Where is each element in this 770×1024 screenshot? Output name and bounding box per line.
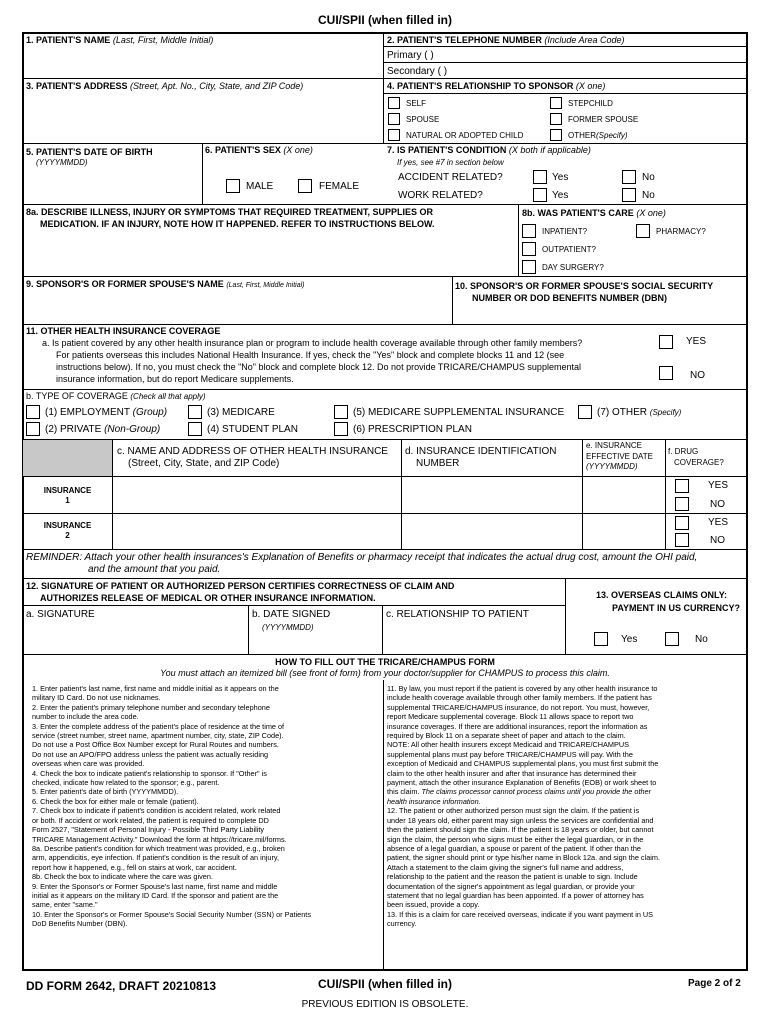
day-surgery-checkbox[interactable] — [522, 260, 536, 274]
insurance2-label: INSURANCE — [43, 521, 92, 530]
us-currency-yes-label: Yes — [621, 634, 638, 645]
day-surgery-label: DAY SURGERY? — [542, 263, 604, 272]
date-signed-hint: (YYYYMMDD) — [262, 623, 314, 632]
insurance1-number: 1 — [65, 496, 70, 505]
natural-child-label: NATURAL OR ADOPTED CHILD — [406, 131, 524, 140]
ins2-drug-no-label: NO — [710, 535, 725, 546]
ins1-drug-no-checkbox[interactable] — [675, 497, 689, 511]
accident-no-checkbox[interactable] — [622, 170, 636, 184]
block13-line2: PAYMENT IN US CURRENCY? — [612, 603, 741, 613]
spouse-label: SPOUSE — [406, 115, 440, 124]
other-coverage-label: (7) OTHER (Specify) — [597, 407, 682, 418]
table-header-shaded-cell — [23, 440, 112, 476]
date-signed-label: b. DATE SIGNED — [252, 609, 331, 620]
other-relationship-checkbox[interactable] — [550, 129, 562, 141]
obsolete-notice: PREVIOUS EDITION IS OBSOLETE. — [301, 999, 469, 1010]
former-spouse-checkbox[interactable] — [550, 113, 562, 125]
stepchild-label: STEPCHILD — [568, 99, 613, 108]
accident-yes-label: Yes — [552, 172, 569, 183]
reminder-line1: REMINDER: Attach your other health insurances's Explanation of Benefits or pharmacy receipt that indicates the actual drug cost, amount the OHI paid, — [26, 552, 698, 563]
ohi-name-header-line2: (Street, City, State, and ZIP Code) — [128, 458, 280, 469]
natural-child-checkbox[interactable] — [388, 129, 400, 141]
us-currency-no-checkbox[interactable] — [665, 632, 679, 646]
block2-label: 2. PATIENT'S TELEPHONE NUMBER (Include Area Code) — [387, 35, 625, 45]
other-relationship-label: OTHER(Specify) — [568, 131, 628, 140]
work-no-label: No — [642, 190, 655, 201]
self-checkbox[interactable] — [388, 97, 400, 109]
block8a-line1: 8a. DESCRIBE ILLNESS, INJURY OR SYMPTOMS THAT REQUIRED TREATMENT, SUPPLIES OR — [26, 207, 434, 217]
block8b-label: 8b. WAS PATIENT'S CARE (X one) — [522, 208, 666, 218]
ohi-date-header-line2: EFFECTIVE DATE — [586, 452, 653, 461]
drug-coverage-header-line2: COVERAGE? — [674, 458, 724, 467]
primary-phone-label: Primary ( ) — [387, 50, 434, 61]
employment-label: (1) EMPLOYMENT (Group) — [45, 407, 168, 418]
block3-label: 3. PATIENT'S ADDRESS (Street, Apt. No., City, State, and ZIP Code) — [26, 81, 304, 91]
accident-yes-checkbox[interactable] — [533, 170, 547, 184]
divider-v1 — [383, 32, 384, 143]
form-bottom-border — [22, 969, 748, 971]
instructions-subtitle: You must attach an itemized bill (see front of form) from your doctor/supplier for CHAMPUS to process this claim. — [160, 668, 610, 678]
ins1-drug-yes-checkbox[interactable] — [675, 479, 689, 493]
pharmacy-label: PHARMACY? — [656, 227, 706, 236]
ohi-id-header-line1: d. INSURANCE IDENTIFICATION — [405, 446, 557, 457]
ohi-date-header-line1: e. INSURANCE — [586, 441, 643, 450]
ohi-yes-label: YES — [686, 336, 707, 347]
ins2-drug-yes-checkbox[interactable] — [675, 516, 689, 530]
medicare-supplemental-label: (5) MEDICARE SUPPLEMENTAL INSURANCE — [353, 407, 565, 418]
reminder-line2: and the amount that you paid. — [88, 564, 221, 575]
prescription-plan-label: (6) PRESCRIPTION PLAN — [353, 424, 472, 435]
student-plan-label: (4) STUDENT PLAN — [207, 424, 298, 435]
drug-coverage-header-line1: f. DRUG — [668, 447, 699, 456]
outpatient-label: OUTPATIENT? — [542, 245, 596, 254]
block4-label: 4. PATIENT'S RELATIONSHIP TO SPONSOR (X one) — [387, 81, 606, 91]
accident-no-label: No — [642, 172, 655, 183]
ins1-drug-no-label: NO — [710, 499, 725, 510]
ohi-no-checkbox[interactable] — [659, 366, 673, 380]
ohi-name-header-line1: c. NAME AND ADDRESS OF OTHER HEALTH INSURANCE — [117, 446, 388, 457]
form-number: DD FORM 2642, DRAFT 20210813 — [26, 979, 217, 993]
instructions-right-column: 11. By law, you must report if the patient is covered by any other health insurance to include health coverage available through other family members. If the patient has supplemental TRICARE/CHAMPUS insurance, do not report. You must, however, report Medicare supplemental coverage. Block 11 allows space to report two insurance coverages. If there are additional insurances, report the information as required by Block 11 on a separate sheet of paper and attach to the claim. NOTE: All other health insurers except Medicaid and TRICARE/CHAMPUS supplemental plans must pay before TRICARE/CHAMPUS will pay. With the exception of Medicaid and CHAMPUS supplemental plans, you must first submit the claim to the other health insurer and after that insurance has determined their payment, attach the other insurance Explanation of Benefits (EOB) or work sheet to this claim. The claims processor cannot process claims until you provide the other health insurance information. 12. The patient or other authorized person must sign the claim. If the patient is under 18 years old, either parent may sign unless the services are confidential and then the patient should sign the claim. If the patient is 18 years or older, but cannot sign the claim, the person who signs must be either the legal guardian, or in the absence of a legal guardian, a spouse or parent of the patient. If other than the patient, the signer should print or type his/her name in Block 12a. and sign the claim. Attach a statement to the claim giving the signer's full name and address, relationship to the patient and the reason the patient is unable to sign. Include documentation of the signer's appointment as legal guardian, or provide your statement that no legal guardian has been appointed. If a power of attorney has been issued, provide a copy. 13. If this is a claim for care received overseas, indicate if you want payment in US currency. — [387, 684, 660, 929]
female-checkbox[interactable] — [298, 179, 312, 193]
ins1-drug-yes-label: YES — [708, 480, 729, 491]
other-coverage-checkbox[interactable] — [578, 405, 592, 419]
student-plan-checkbox[interactable] — [188, 422, 202, 436]
outpatient-checkbox[interactable] — [522, 242, 536, 256]
block9-label: 9. SPONSOR'S OR FORMER SPOUSE'S NAME (Last, First, Middle Initial) — [26, 279, 305, 289]
block1-label: 1. PATIENT'S NAME (Last, First, Middle Initial) — [26, 35, 214, 45]
coverage-type-label: b. TYPE OF COVERAGE (Check all that apply) — [26, 391, 206, 401]
us-currency-no-label: No — [695, 634, 708, 645]
former-spouse-label: FORMER SPOUSE — [568, 115, 639, 124]
private-label: (2) PRIVATE (Non-Group) — [45, 424, 161, 435]
self-label: SELF — [406, 99, 427, 108]
pharmacy-checkbox[interactable] — [636, 224, 650, 238]
male-label: MALE — [246, 181, 274, 192]
footer-cui: CUI/SPII (when filled in) — [317, 977, 452, 991]
block13-line1: 13. OVERSEAS CLAIMS ONLY: — [596, 590, 728, 600]
block6-label: 6. PATIENT'S SEX (X one) — [205, 145, 313, 155]
relationship-to-patient-label: c. RELATIONSHIP TO PATIENT — [386, 609, 529, 620]
insurance1-label: INSURANCE — [43, 486, 92, 495]
ohi-yes-checkbox[interactable] — [659, 335, 673, 349]
instructions-title: HOW TO FILL OUT THE TRICARE/CHAMPUS FORM — [275, 657, 495, 667]
block12-line1: 12. SIGNATURE OF PATIENT OR AUTHORIZED PERSON CERTIFIES CORRECTNESS OF CLAIM AND — [26, 581, 455, 591]
block11-label: 11. OTHER HEALTH INSURANCE COVERAGE — [26, 326, 221, 336]
female-label: FEMALE — [319, 181, 360, 192]
work-no-checkbox[interactable] — [622, 188, 636, 202]
ohi-date-header-line3: (YYYYMMDD) — [586, 462, 638, 471]
private-checkbox[interactable] — [26, 422, 40, 436]
block5-hint: (YYYYMMDD) — [36, 158, 88, 167]
medicare-label: (3) MEDICARE — [207, 407, 275, 418]
block11-a-line1: a. Is patient covered by any other health insurance plan or program to include health coverage available through other family members? — [42, 338, 583, 348]
block12-line2: AUTHORIZES RELEASE OF MEDICAL OR OTHER INSURANCE INFORMATION. — [40, 593, 376, 603]
work-yes-checkbox[interactable] — [533, 188, 547, 202]
us-currency-yes-checkbox[interactable] — [594, 632, 608, 646]
block11-a-line2: For patients overseas this includes National Health Insurance. If yes, check the "Yes" block and complete blocks 11 and 12 (see — [56, 350, 565, 360]
prescription-plan-checkbox[interactable] — [334, 422, 348, 436]
inpatient-label: INPATIENT? — [542, 227, 588, 236]
inpatient-checkbox[interactable] — [522, 224, 536, 238]
stepchild-checkbox[interactable] — [550, 97, 562, 109]
block10-line1: 10. SPONSOR'S OR FORMER SPOUSE'S SOCIAL SECURITY — [455, 281, 714, 291]
block11-a-line3: instructions below). If no, you must check the "No" block and complete block 12. Do not provide TRICARE/CHAMPUS supplemental — [56, 362, 581, 372]
instructions-left-column: 1. Enter patient's last name, first name and middle initial as it appears on the military ID Card. Do not use nicknames. 2. Enter the patient's primary telephone number and secondary telephone number to include the area code. 3. Enter the complete address of the patient's place of residence at the time of service (street number, street name, apartment number, city, state, ZIP Code). Do not use a Post Office Box Number except for Rural Routes and numbers. Do not use an APO/FPO address unless the patient was actually residing overseas when care was provided. 4. Check the box to indicate patient's relationship to sponsor. If "Other" is checked, indicate how related to the sponsor; e.g., parent. 5. Enter patient's date of birth (YYYYMMDD). 6. Check the box for either male or female (patient). 7. Check box to indicate if patient's condition is accident related, work related or both. If accident or work related, the patient is required to complete DD Form 2527, "Statement of Personal Injury - Possible Third Party Liability TRICARE Management Activity." Download the form at https://tricare.mil/forms. 8a. Describe patient's condition for which treatment was provided, e.g., broken arm, appendicitis, eye infection. If patient's condition is the result of an injury, report how it happened, e.g., fell on stairs at work, car accident. 8b. Check the box to indicate where the care was given. 9. Enter the Sponsor's or Former Spouse's last name, first name and middle initial as it appears on the military ID Card. If the sponsor and patient are the same, enter "same." 10. Enter the Sponsor's or Former Spouse's Social Security Number (SSN) or Patients DoD Benefits Number (DBN). — [32, 684, 311, 929]
form-top-border — [22, 32, 748, 34]
employment-checkbox[interactable] — [26, 405, 40, 419]
secondary-phone-label: Secondary ( ) — [387, 66, 448, 77]
block5-label: 5. PATIENT'S DATE OF BIRTH — [26, 147, 153, 157]
male-checkbox[interactable] — [226, 179, 240, 193]
block10-line2: NUMBER OR DOD BENEFITS NUMBER (DBN) — [472, 293, 667, 303]
block8a-line2: MEDICATION. IF AN INJURY, NOTE HOW IT HAPPENED. REFER TO INSTRUCTIONS BELOW. — [40, 219, 435, 229]
medicare-supplemental-checkbox[interactable] — [334, 405, 348, 419]
page-number: Page 2 of 2 — [688, 978, 741, 989]
accident-related-label: ACCIDENT RELATED? — [398, 172, 503, 183]
work-related-label: WORK RELATED? — [398, 190, 483, 201]
form-right-border — [746, 32, 748, 970]
ins2-drug-no-checkbox[interactable] — [675, 533, 689, 547]
insurance2-number: 2 — [65, 531, 70, 540]
work-yes-label: Yes — [552, 190, 569, 201]
header-title: CUI/SPII (when filled in) — [317, 13, 452, 27]
block7-note: If yes, see #7 in section below — [397, 158, 504, 167]
ohi-no-label: NO — [690, 370, 705, 381]
medicare-checkbox[interactable] — [188, 405, 202, 419]
ohi-id-header-line2: NUMBER — [416, 458, 460, 469]
spouse-checkbox[interactable] — [388, 113, 400, 125]
signature-label: a. SIGNATURE — [26, 609, 95, 620]
ins2-drug-yes-label: YES — [708, 517, 729, 528]
block11-a-line4: insurance information, but do report Medicare supplements. — [56, 374, 294, 384]
block7-label: 7. IS PATIENT'S CONDITION (X both if applicable) — [387, 145, 591, 155]
